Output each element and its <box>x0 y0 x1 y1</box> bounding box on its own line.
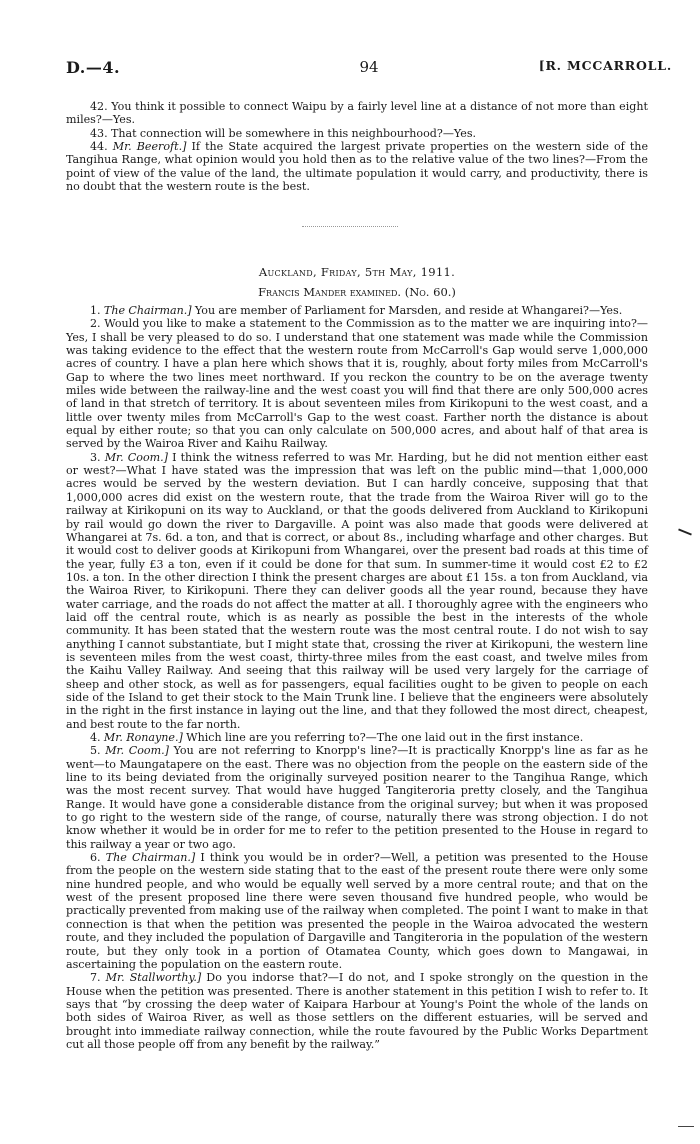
speaker-label: Mr. Ronayne.] <box>103 731 183 744</box>
speaker-label: The Chairman.] <box>105 851 196 865</box>
mander-testimony <box>66 304 648 1051</box>
question-43: 43. That connection will be somewhere in this neighbourhood?—Yes. <box>90 126 477 140</box>
witness-heading: Francis Mander examined. (No. 60.) <box>258 285 456 299</box>
previous-testimony <box>66 100 648 193</box>
session-date-heading: Auckland, Friday, 5th May, 1911. <box>258 265 456 279</box>
speaker-label: Mr. Beeroft.] <box>112 140 187 154</box>
question-44: 44. Mr. Beeroft.] If the State acquired the largest private properties on the western side of the Tangihua Range, what opinion would you hold then as to the relative value of the two lines?—From the point of view of the value of the land, the ultimate population it would carry, and productivity, there is no doubt that the western route is the best. <box>66 140 649 194</box>
speaker-label: The Chairman.] <box>103 304 192 317</box>
speaker-label: Mr. Stallworthy.] <box>105 971 202 985</box>
speaker-label: Mr. Coom.] <box>104 450 168 464</box>
question-5: 5. Mr. Coom.] You are not referring to Knorpp's line?—It is practically Knorpp's line as far as he went—to Maungatapere on the east. There was no objection from the people on the eastern side of the line to its being deviated from the originally surveyed position nearer to the Tangihua Range, which was the most recent survey. That would have hugged Tangiteroria pretty closely, and the Tangihua Range. It would have gone a considerable distance from the original survey; but when it was proposed to go right to the western side of the range, of course, naturally there was strong objection. I do not know whether it would be in order for me to refer to the petition presented to the House in regard to this railway a year or two ago. <box>66 744 649 851</box>
question-7: 7. Mr. Stallworthy.] Do you indorse that?—I do not, and I spoke strongly on the question in the House when the petition was presented. There is another statement in this petition I wish to refer to. It says that “by crossing the deep water of Kaipara Harbour at Young's Point the whole of the lands on both sides of Wairoa River, as well as those settlers on the different estuaries, will be served and brought into immediate railway connection, while the route favoured by the Public Works Department cut all those people off from any benefit by the railway.” <box>66 971 649 1051</box>
witness-running-head: [R. MCCARROLL. <box>538 58 672 73</box>
question-42: 42. You think it possible to connect Waipu by a fairly level line at a distance of not more than eight miles?—Yes. <box>66 100 648 127</box>
document-reference: D.—4. <box>66 58 121 77</box>
question-2: 2. Would you like to make a statement to the Commission as to the matter we are inquiring into?—Yes, I shall be very pleased to do so. I understand that one statement was made while the Commission was taking evidence to the effect that the western route from McCarroll's Gap would serve 1,000,000 acres of country. I have a plan here which shows that it is, roughly, about forty miles from McCarroll's Gap to where the two lines meet northward. If you reckon the country to be on the average twenty miles wide between the railway-line and the west coast you will find that there are only 500,000 acres of land in that stretch of territory. It is about seventeen miles from Kirikopuni to the west coast, and a little over twenty miles from McCarroll's Gap to the west coast. Farther north the distance is about equal by either route; so that you can only calculate on 500,000 acres, and about half of that area is served by the Wairoa River and Kaihu Railway. <box>66 317 648 451</box>
question-6: 6. The Chairman.] I think you would be in order?—Well, a petition was presented to the House from the people on the western side stating that to the east of the present route there were only some nine hundred people, and who would be equally well served by a more central route; and that on the west of the present proposed line there were seven thousand five hundred people, who would be practically prevented from making use of the railway when completed. The point I want to make in that connection is that when the petition was presented the people in the Wairoa advocated the western route, and they included the population of Dargaville and Tangiteroria in the population of the western route, but they only took in a portion of Otamatea County, which goes down to Mangawai, in ascertaining the population on the eastern route. <box>66 851 649 971</box>
margin-mark <box>678 528 692 535</box>
page-header <box>66 58 672 80</box>
section-divider <box>302 226 398 228</box>
question-3: 3. Mr. Coom.] I think the witness referred to was Mr. Harding, but he did not mention either east or west?—What I have stated was the impression that was left on the public mind—that 1,000,000 acres would be served by the western deviation. But I can hardly conceive, supposing that that 1,000,000 acres did exist on the western route, that the trade from the Wairoa River will go to the railway at Kirikopuni on its way to Auckland, or that the goods delivered from Auckland to Kirikopuni by rail would go down the river to Dargaville. A point was also made that goods were delivered at Whangarei at 7s. 6d. a ton, and that is correct, or about 8s., including wharfage and other charges. But it would cost to deliver goods at Kirikopuni from Whangarei, over the present bad roads at this time of the year, fully £3 a ton, even if it could be done for that sum. In summer-time it would cost £2 to £2 10s. a ton. In the other direction I think the present charges are about £1 15s. a ton from Auckland, via the Wairoa River, to Kirikopuni. There they can deliver goods all the year round, because they have water carriage, and the roads do not affect the matter at all. I thoroughly agree with the engineers who laid off the central route, which is as nearly as possible the best in the interests of the whole community. It has been stated that the western route was the most central route. I do not wish to say anything I cannot substantiate, but I might state that, crossing the river at Kirikopuni, the western line is seventeen miles from the west coast, thirty-three miles from the east coast, and twelve miles from the Kaihu Valley Railway. And seeing that this railway will be used very largely for the carriage of sheep and other stock, as well as for passengers, equal facilities ought to be given to people on each side of the Island to get their stock to the Main Trunk line. I believe that the engineers were absolutely in the right in the first instance in laying out the line, and that they followed the most direct, cheapest, and best route to the far north. <box>66 450 648 731</box>
page-number: 94 <box>359 58 379 76</box>
question-4: 4. Mr. Ronayne.] Which line are you referring to?—The one laid out in the first instance. <box>90 731 584 744</box>
margin-mark <box>678 1126 694 1127</box>
question-1: 1. The Chairman.] You are member of Parliament for Marsden, and reside at Whangarei?—Yes. <box>90 304 623 317</box>
speaker-label: Mr. Coom.] <box>105 744 169 758</box>
